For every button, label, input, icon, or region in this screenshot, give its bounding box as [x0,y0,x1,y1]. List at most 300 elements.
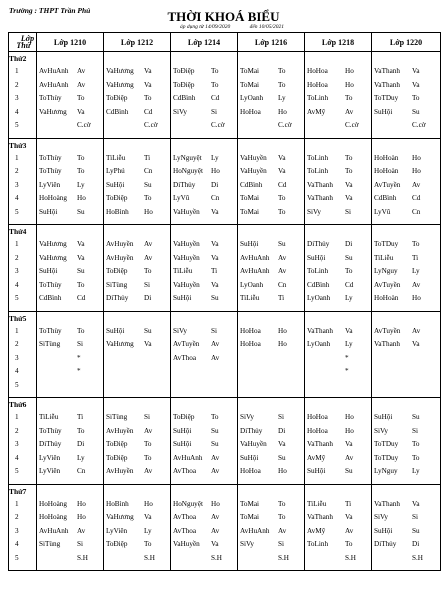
teacher-name: ToThùy [39,426,62,435]
lesson [37,325,103,339]
teacher-name: DiThủy [307,240,330,248]
spacer [305,485,371,498]
page-title: THỜI KHOÁ BIỂU [167,9,280,24]
teacher-name: VaHuyền [173,253,200,262]
subject-code: Su [211,440,219,448]
subject-code: To [144,540,152,548]
period-number: 5 [15,380,19,389]
subject-code: To [345,540,353,548]
lesson [37,179,103,193]
lesson [372,425,440,439]
lesson [37,498,103,512]
subject-code: Di [345,240,353,248]
date-range [180,24,302,30]
teacher-name: AvHuAnh [240,267,270,275]
lesson [238,452,304,466]
teacher-name: VaHương [39,107,67,116]
lesson [104,511,170,525]
lesson [372,106,440,120]
teacher-name: SiTùng [39,340,61,348]
subject-code: Va [144,80,152,89]
subject-code: Va [211,253,219,262]
teacher-name: VaThanh [374,340,400,348]
class-header: Lớp 1220 [372,33,441,52]
teacher-name: AvHuAnh [39,80,69,89]
lesson [104,179,170,193]
subject-code: Si [211,107,217,116]
lesson [171,452,237,466]
day-separator [9,565,441,571]
spacer [305,52,371,65]
teacher-name: LyOanh [240,94,264,102]
day-name: Thứ6 [9,400,27,409]
subject-code: To [345,94,353,102]
subject-code: Cd [345,280,354,289]
teacher-name: CdBình [240,180,263,189]
lesson [372,365,440,379]
lesson [37,206,103,220]
lesson [171,411,237,425]
class-day-cell [372,225,441,306]
teacher-name: SiVy [374,513,388,521]
lesson [238,511,304,525]
lesson [104,206,170,220]
teacher-name: VaThanh [374,499,400,508]
subject-code: Ti [345,499,352,508]
subject-code: * [77,367,81,375]
teacher-name: AvHuAnh [39,526,69,535]
lesson [238,192,304,206]
subject-code: Ho [412,153,421,162]
subject-code: Va [345,194,353,202]
spacer [305,312,371,325]
subject-code: Va [278,153,286,162]
subject-code: Di [211,180,219,189]
day-cell [9,138,37,219]
teacher-name: AvHuyền [106,426,134,435]
lesson [171,365,237,379]
lesson [238,338,304,352]
lesson [238,265,304,279]
subject-code: Su [412,107,420,116]
lesson [372,192,440,206]
lesson [238,465,304,479]
teacher-name: ToThùy [39,94,62,102]
subject-code: Av [144,426,153,435]
spacer [37,225,103,238]
period-number: 3 [15,353,19,362]
lesson [37,338,103,352]
class-day-cell [305,138,372,219]
teacher-name: SuHội [307,253,326,262]
subject-code: Va [412,80,420,89]
teacher-name: SuHội [240,240,259,248]
subject-code: Va [345,513,353,521]
subject-code: To [144,453,152,462]
subject-code: S.H [144,553,155,562]
separator-cell [372,565,441,571]
subject-code: Va [144,513,152,521]
class-day-cell [305,225,372,306]
lesson [171,538,237,552]
period-number: 2 [15,513,19,521]
class-day-cell [37,398,104,479]
period-number: 1 [15,499,19,508]
subject-code: To [211,80,219,89]
spacer [305,225,371,238]
teacher-name: ToĐiệp [106,267,128,275]
lesson [372,379,440,393]
end-date: đến 10/05/2021 [249,24,284,30]
teacher-name: SiVy [374,426,388,435]
lesson [104,192,170,206]
subject-code: Ly [345,294,353,302]
subject-code: Si [77,540,83,548]
day-row [9,398,441,479]
teacher-name: SuHội [374,526,393,535]
teacher-name: LyOanh [240,280,264,289]
separator-cell [238,565,305,571]
day-cell [9,225,37,306]
lesson [372,165,440,179]
lesson [37,265,103,279]
period-number: 2 [15,253,19,262]
subject-code: S.H [345,553,356,562]
day-name: Thứ3 [9,140,27,150]
lesson [104,352,170,366]
lesson [305,379,371,393]
lesson [104,238,170,252]
lesson [305,206,371,220]
teacher-name: AvMỹ [307,453,326,462]
lesson [305,65,371,79]
subject-code: Ho [144,499,153,508]
lesson [372,452,440,466]
subject-code: Si [77,340,83,348]
teacher-name: HoHoàng [39,513,67,521]
lesson [171,92,237,106]
day-name: Thứ2 [9,54,27,63]
subject-code: Ho [77,513,86,521]
spacer [305,139,371,152]
subject-code: To [278,513,286,521]
subject-code: To [412,440,420,448]
subject-code: Cn [278,280,287,289]
subject-code: Va [211,207,219,216]
teacher-name: HoHoa [307,413,328,421]
teacher-name: HoHoa [240,107,261,116]
teacher-name: HoHoa [307,80,328,89]
spacer [37,139,103,152]
spacer [171,312,237,325]
lesson [37,552,103,566]
lesson [104,152,170,166]
spacer [104,398,170,411]
subject-code: C.cờ [211,121,225,129]
spacer [372,139,440,152]
teacher-name: HoHoàn [374,167,399,175]
subject-code: S.H [412,553,423,562]
teacher-name: VaHương [106,513,134,521]
teacher-name: HoHoa [240,467,261,475]
subject-code: Ly [412,267,420,275]
subject-code: Va [345,440,353,448]
subject-code: Cd [211,94,220,102]
subject-code: Su [77,207,85,216]
teacher-name: LyViên [39,180,61,189]
period-number: 5 [15,121,19,129]
subject-code: Ho [211,499,220,508]
lesson [238,206,304,220]
subject-code: Va [211,240,219,248]
teacher-name: ToThùy [39,326,62,335]
teacher-name: SiTùng [106,280,128,289]
lesson [305,498,371,512]
subject-code: Va [144,67,152,75]
subject-code: Av [412,180,421,189]
corner-day-label: Thứ [16,41,31,50]
subject-code: Si [345,207,351,216]
lesson [372,338,440,352]
teacher-name: SuHội [173,294,192,302]
subject-code: Av [412,280,421,289]
period-number: 4 [15,367,19,375]
lesson [238,279,304,293]
teacher-name: HoBình [106,499,129,508]
subject-code: Va [412,499,420,508]
lesson [372,411,440,425]
lesson [171,252,237,266]
teacher-name: ToMai [240,499,260,508]
subject-code: Av [211,340,220,348]
lesson [37,279,103,293]
teacher-name: AvTuyền [374,326,401,335]
spacer [171,485,237,498]
lesson [305,265,371,279]
day-name: Thứ4 [9,227,27,236]
teacher-name: ToĐiệp [173,67,195,75]
subject-code: C.cờ [412,121,426,129]
subject-code: Su [211,426,219,435]
lesson [104,325,170,339]
subject-code: To [278,67,286,75]
lesson [305,552,371,566]
lesson [171,152,237,166]
subject-code: Su [278,453,286,462]
spacer [372,485,440,498]
lesson [104,379,170,393]
subject-code: C.cờ [278,121,292,129]
subject-code: Su [211,294,219,302]
teacher-name: CdBình [173,94,196,102]
period-number: 1 [15,153,19,162]
lesson [171,279,237,293]
subject-code: To [211,413,219,421]
subject-code: To [412,240,420,248]
spacer [238,225,304,238]
class-header: Lớp 1212 [104,33,171,52]
class-day-cell [171,52,238,133]
separator-cell [9,565,37,571]
teacher-name: LyOanh [307,340,331,348]
lesson [305,179,371,193]
class-day-cell [37,138,104,219]
lesson [372,325,440,339]
lesson [372,119,440,133]
lesson [37,252,103,266]
lesson [37,465,103,479]
period-number: 5 [15,294,19,302]
subject-code: Av [211,453,220,462]
teacher-name: SiVy [173,326,187,335]
class-day-cell [171,398,238,479]
day-cell [9,484,37,565]
subject-code: C.cờ [144,121,158,129]
lesson [372,525,440,539]
corner-cell [9,33,37,52]
subject-code: Cn [412,207,421,216]
lesson [305,538,371,552]
teacher-name: LyNguyệt [173,153,202,162]
subject-code: S.H [211,553,222,562]
lesson [171,165,237,179]
subject-code: Si [278,413,284,421]
teacher-name: AvHuyền [106,467,134,475]
teacher-name: AvHuAnh [173,453,203,462]
lesson [37,352,103,366]
class-day-cell [104,225,171,306]
lesson [104,279,170,293]
lesson [37,525,103,539]
subject-code: To [278,194,286,202]
subject-code: To [345,167,353,175]
day-name: Thứ5 [9,313,27,323]
teacher-name: AvHuAnh [240,526,270,535]
lesson [37,452,103,466]
lesson [37,106,103,120]
subject-code: Cn [77,467,86,475]
subject-code: To [278,499,286,508]
lesson [238,106,304,120]
teacher-name: ToLinh [307,94,329,102]
lesson [171,465,237,479]
subject-code: To [412,453,420,462]
teacher-name: AvTuyền [374,180,401,189]
subject-code: Va [278,167,286,175]
day-cell [9,311,37,392]
lesson [104,465,170,479]
subject-code: Ho [77,194,86,202]
teacher-name: AvTuyền [374,280,401,289]
subject-code: Ly [144,526,152,535]
teacher-name: SiTùng [39,540,61,548]
lesson [305,365,371,379]
subject-code: Ho [345,413,354,421]
lesson [372,152,440,166]
teacher-name: ToTDuy [374,240,399,248]
class-day-cell [37,311,104,392]
subject-code: Ho [412,167,421,175]
lesson [238,438,304,452]
teacher-name: SuHội [173,440,192,448]
subject-code: Va [345,326,353,335]
period-number: 1 [15,67,19,75]
teacher-name: VaThanh [374,67,400,75]
class-day-cell [37,225,104,306]
teacher-name: AvHuAnh [240,253,270,262]
subject-code: C.cờ [77,121,91,129]
subject-code: Av [144,240,153,248]
lesson [305,525,371,539]
day-row [9,484,441,565]
lesson [305,425,371,439]
subject-code: Cd [144,107,153,116]
lesson [171,379,237,393]
period-number: 3 [15,94,19,102]
subject-code: Va [211,540,219,548]
subject-code: Av [345,107,354,116]
teacher-name: AvMỹ [307,526,326,535]
teacher-name: SiVy [307,207,321,216]
teacher-name: SuHội [307,467,326,475]
spacer [238,312,304,325]
class-day-cell [104,52,171,133]
teacher-name: TiLiễu [240,294,260,302]
class-day-cell [305,398,372,479]
period-number: 2 [15,426,19,435]
teacher-name: ToLinh [307,267,329,275]
teacher-name: TiLiễu [106,153,126,162]
lesson [372,179,440,193]
period-number: 4 [15,280,19,289]
separator-cell [171,565,238,571]
subject-code: Cd [77,294,86,302]
subject-code: To [77,426,85,435]
subject-code: Si [144,413,150,421]
teacher-name: HoNguyệt [173,167,203,175]
spacer [238,485,304,498]
lesson [238,325,304,339]
lesson [37,92,103,106]
teacher-name: LyVũ [374,207,391,216]
lesson [372,511,440,525]
subject-code: Ho [278,467,287,475]
class-day-cell [372,311,441,392]
lesson [372,352,440,366]
teacher-name: ToLinh [307,540,329,548]
lesson [37,165,103,179]
subject-code: Su [144,326,152,335]
subject-code: Ho [345,80,354,89]
spacer [37,52,103,65]
teacher-name: DiThủy [374,540,397,548]
subject-code: Ho [211,167,220,175]
lesson [372,238,440,252]
day-cell [9,52,37,133]
lesson [171,552,237,566]
lesson [104,119,170,133]
lesson [104,525,170,539]
subject-code: Av [278,526,287,535]
period-number: 1 [15,413,19,421]
period-number: 2 [15,80,19,89]
period-number: 5 [15,553,19,562]
spacer [171,52,237,65]
spacer [37,485,103,498]
class-day-cell [372,484,441,565]
subject-code: Su [77,267,85,275]
teacher-name: VaHuyền [173,207,200,216]
